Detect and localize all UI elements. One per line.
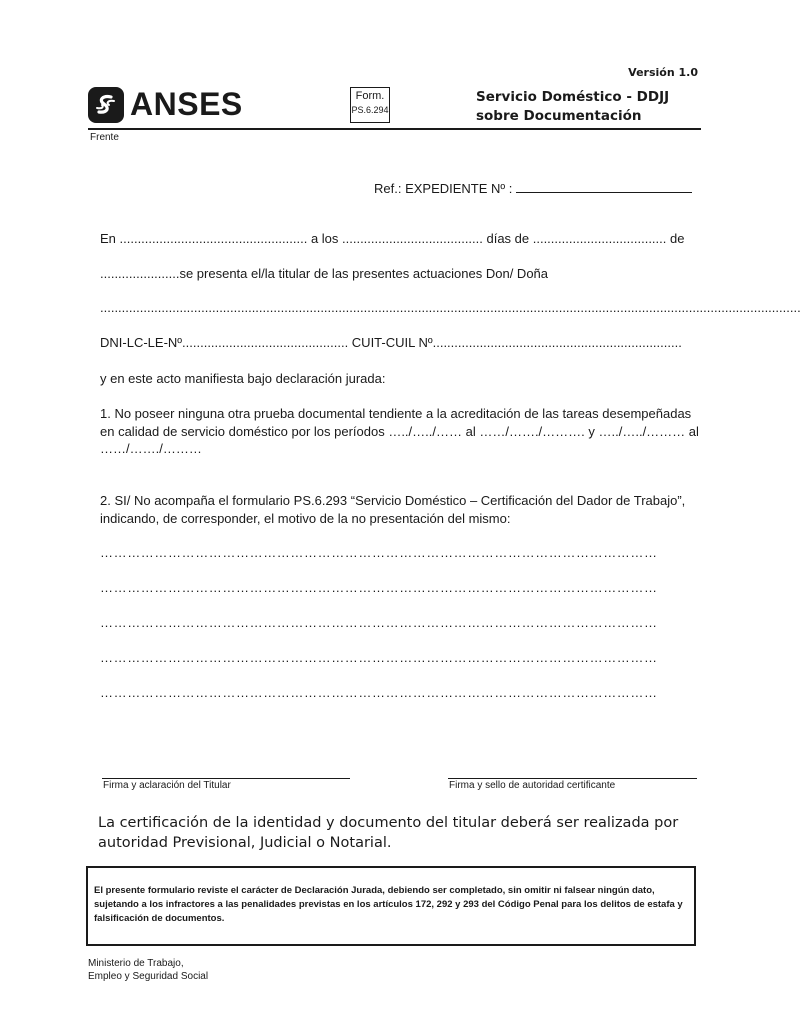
- place-date-line[interactable]: En .................................................... a los ....................................... días de ..................................... de: [100, 231, 685, 246]
- reason-line[interactable]: ……………………………………………………………………………………………………………: [100, 650, 658, 665]
- reason-line[interactable]: ……………………………………………………………………………………………………………: [100, 580, 658, 595]
- legal-warning-text: El presente formulario reviste el carácter de Declaración Jurada, debiendo ser completado, sin omitir ni falsear ningún dato, sujetando a los infractores a las penalidades previstas en los artículos 172, 292 y 293 del Código Penal para los delitos de estafa y falsificación de documentos.: [94, 885, 683, 924]
- authority-signature-line[interactable]: [448, 778, 697, 779]
- name-field-line[interactable]: ..................................................................................................................................................................................................: [100, 300, 801, 315]
- version-label: Versión 1.0: [628, 66, 698, 79]
- reason-line[interactable]: ……………………………………………………………………………………………………………: [100, 615, 658, 630]
- header-rule: [88, 128, 701, 130]
- document-title-line1: Servicio Doméstico - DDJJ: [476, 89, 670, 105]
- side-label: Frente: [90, 132, 119, 143]
- declaration-intro: y en este acto manifiesta bajo declaración jurada:: [100, 371, 386, 386]
- anses-logo: [88, 86, 243, 123]
- ministry-footer: [88, 958, 208, 983]
- reason-line[interactable]: ……………………………………………………………………………………………………………: [100, 685, 658, 700]
- legal-warning-box: [86, 866, 696, 946]
- item-2-paragraph: 2. SI/ No acompaña el formulario PS.6.293 “Servicio Doméstico – Certificación del Dador de Trabajo”, indicando, de corresponder, el motivo de la no presentación del mismo:: [100, 493, 686, 526]
- form-label: Form.: [355, 90, 385, 102]
- form-code-box: [350, 87, 390, 123]
- ministry-line2: Empleo y Seguridad Social: [88, 970, 209, 982]
- brand-name: ANSES: [130, 86, 243, 122]
- authority-signature-label: Firma y sello de autoridad certificante: [449, 780, 616, 791]
- certification-note: La certificación de la identidad y documento del titular deberá ser realizada por autoridad Previsional, Judicial o Notarial.: [98, 815, 679, 851]
- titular-line[interactable]: ......................se presenta el/la titular de las presentes actuaciones Don/ Doña: [100, 266, 549, 281]
- expediente-field[interactable]: [516, 180, 692, 193]
- expediente-label: Ref.: EXPEDIENTE Nº :: [374, 181, 513, 196]
- item-1-paragraph[interactable]: 1. No poseer ninguna otra prueba documental tendiente a la acreditación de las tareas desempeñadas en calidad de servicio doméstico por los períodos …../…../…… al ……/……./………. y …../…../……… al ……/……./………: [100, 406, 699, 457]
- document-title-line2: sobre Documentación: [476, 107, 642, 124]
- ministry-line1: Ministerio de Trabajo,: [88, 958, 184, 969]
- anses-logo-icon: [88, 87, 124, 123]
- form-code: PS.6.294: [351, 104, 389, 115]
- titular-signature-line[interactable]: [102, 778, 350, 779]
- titular-signature-label: Firma y aclaración del Titular: [103, 780, 231, 791]
- expediente-ref: [374, 180, 692, 196]
- document-title: [476, 88, 706, 126]
- id-numbers-line[interactable]: DNI-LC-LE-Nº.............................................. CUIT-CUIL Nº.....................................................................: [100, 335, 682, 350]
- reason-line[interactable]: ……………………………………………………………………………………………………………: [100, 545, 658, 560]
